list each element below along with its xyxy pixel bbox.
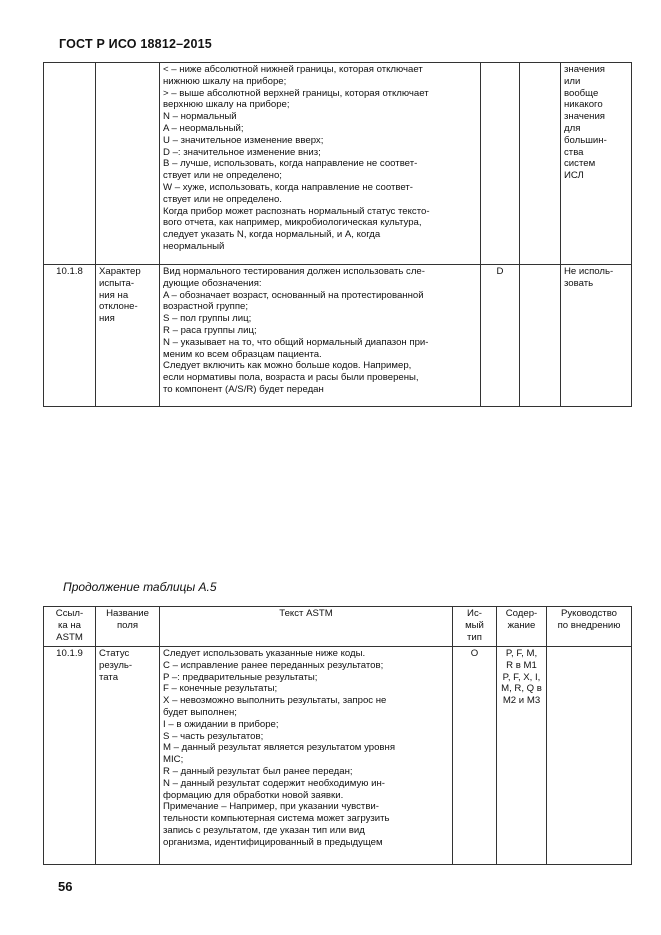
- text-line: для: [564, 122, 581, 134]
- text-line: Следует включить как можно больше кодов. Например,: [163, 360, 412, 372]
- text-line: ния на: [99, 289, 129, 301]
- text-line: ка на: [57, 619, 82, 631]
- text-line: U – значительное изменение вверх;: [163, 134, 324, 146]
- text-line: N – указывает на то, что общий нормальный диапазон при-: [163, 336, 429, 348]
- text-line: P, F, X, I,: [502, 671, 541, 683]
- text-line: S – пол группы лиц;: [163, 313, 252, 325]
- text-line: Вид нормального тестирования должен использовать сле-: [163, 266, 425, 277]
- text-line: то компонент (A/S/R) будет передан: [163, 383, 324, 395]
- text-line: следует указать N, когда нормальный, и A, когда: [163, 229, 381, 241]
- guide-cell: [547, 647, 632, 865]
- text-line: по внедрению: [557, 619, 621, 631]
- text-line: ства: [564, 146, 584, 158]
- col-header-name: [96, 607, 160, 647]
- text-line: Ссыл-: [55, 608, 84, 619]
- table-a5-continuation: [43, 606, 632, 865]
- text-line: Когда прибор может распознать нормальный статус тексто-: [163, 205, 430, 217]
- text-line: M, R, Q в: [501, 683, 542, 695]
- text-line: Ис-: [467, 608, 482, 619]
- ref-cell: 10.1.8: [44, 265, 96, 407]
- text-line: Характер: [99, 266, 141, 277]
- text-line: R в M1: [506, 659, 537, 671]
- text-line: будет выполнен;: [163, 706, 237, 718]
- text-line: ствует или не определено.: [163, 193, 282, 205]
- text-line: мый: [465, 619, 484, 631]
- page-number: 56: [58, 879, 73, 894]
- text-line: M2 и M3: [502, 695, 541, 707]
- text-line: неормальный: [163, 240, 225, 252]
- text-line: Название: [106, 608, 149, 619]
- text-line: меним ко всем образцам пациента.: [163, 348, 322, 360]
- text-line: значения: [564, 111, 606, 123]
- text-line: Примечание – Например, при указании чувстви-: [163, 801, 379, 813]
- text-line: R – раса группы лиц;: [163, 324, 257, 336]
- text-line: ИСЛ: [564, 170, 584, 182]
- text-line: N – нормальный: [163, 111, 237, 123]
- text-line: организма, идентифицированный в предыдущем: [163, 836, 383, 848]
- text-line: испыта-: [99, 277, 135, 289]
- text-line: ния: [99, 313, 115, 325]
- text-line: возрастной группе;: [163, 301, 249, 313]
- text-line: < – ниже абсолютной нижней границы, которая отключает: [163, 64, 423, 75]
- astm-text-cell: [160, 265, 481, 407]
- table-continuation-top: [43, 62, 632, 407]
- text-line: B – лучше, использовать, когда направление не соответ-: [163, 158, 418, 170]
- text-line: жание: [507, 619, 536, 631]
- text-line: формацию для обработки новой заявки.: [163, 789, 344, 801]
- text-line: вообще: [564, 87, 599, 99]
- text-line: тип: [467, 631, 482, 643]
- text-line: Не исполь-: [564, 266, 614, 277]
- text-line: N – данный результат содержит необходимую ин-: [163, 777, 385, 789]
- col-header-type: [453, 607, 497, 647]
- text-line: Следует использовать указанные ниже коды.: [163, 648, 366, 659]
- field-name-cell: [96, 265, 160, 407]
- text-line: I – в ожидании в приборе;: [163, 718, 279, 730]
- type-cell: D: [481, 265, 520, 407]
- astm-text-cell: [160, 63, 481, 265]
- text-line: вого отчета, как например, микробиологическая культура,: [163, 217, 422, 229]
- table-row: [44, 265, 632, 407]
- text-line: дующие обозначения:: [163, 277, 262, 289]
- text-line: D –: значительное изменение вниз;: [163, 146, 321, 158]
- text-line: тата: [99, 671, 119, 683]
- text-line: P, F, M,: [505, 648, 538, 659]
- text-line: P –: предварительные результаты;: [163, 671, 318, 683]
- text-line: зовать: [564, 277, 594, 289]
- text-line: Содер-: [505, 608, 538, 619]
- text-line: резуль-: [99, 659, 133, 671]
- col-header-guide: [547, 607, 632, 647]
- col-header-content: [497, 607, 547, 647]
- astm-text-cell: [160, 647, 453, 865]
- text-line: R – данный результат был ранее передан;: [163, 765, 353, 777]
- text-line: систем: [564, 158, 596, 170]
- text-line: > – выше абсолютной верхней границы, которая отключает: [163, 87, 429, 99]
- text-line: X – невозможно выполнить результаты, запрос не: [163, 695, 387, 707]
- text-line: F – конечные результаты;: [163, 683, 278, 695]
- text-line: Статус: [99, 648, 130, 659]
- table-header-row: [44, 607, 632, 647]
- text-line: поля: [116, 619, 139, 631]
- text-line: A – неормальный;: [163, 122, 244, 134]
- text-line: W – хуже, использовать, когда направление не соответ-: [163, 181, 413, 193]
- text-line: нижнюю шкалу на приборе;: [163, 75, 287, 87]
- text-line: никакого: [564, 99, 603, 111]
- guide-cell: [561, 265, 632, 407]
- table-row: [44, 647, 632, 865]
- text-line: верхнюю шкалу на приборе;: [163, 99, 290, 111]
- text-line: C – исправление ранее переданных результатов;: [163, 659, 384, 671]
- table-caption: Продолжение таблицы А.5: [63, 580, 217, 594]
- text-line: M – данный результат является результатом уровня: [163, 742, 396, 754]
- document-header: ГОСТ Р ИСО 18812–2015: [59, 37, 212, 51]
- text-line: A – обозначает возраст, основанный на протестированной: [163, 289, 424, 301]
- text-line: значения: [564, 64, 606, 75]
- text-line: большин-: [564, 134, 607, 146]
- text-line: запись с результатом, где указан тип или вид: [163, 824, 365, 836]
- text-line: тельности компьютерная система может загрузить: [163, 813, 390, 825]
- content-cell: [497, 647, 547, 865]
- text-line: или: [564, 75, 581, 87]
- col-header-ref: [44, 607, 96, 647]
- guide-cell: [561, 63, 632, 265]
- text-line: ствует или не определено;: [163, 170, 282, 182]
- text-line: MIC;: [163, 754, 184, 766]
- table-row: [44, 63, 632, 265]
- text-line: Руководство: [560, 608, 618, 619]
- text-line: если нормативы пола, возраста и расы были проверены,: [163, 372, 419, 384]
- ref-cell: 10.1.9: [44, 647, 96, 865]
- text-line: отклоне-: [99, 301, 138, 313]
- field-name-cell: [96, 647, 160, 865]
- text-line: ASTM: [56, 631, 83, 643]
- text-line: S – часть результатов;: [163, 730, 264, 742]
- type-cell: O: [453, 647, 497, 865]
- text-line: Текст ASTM: [279, 608, 333, 619]
- col-header-text: [160, 607, 453, 647]
